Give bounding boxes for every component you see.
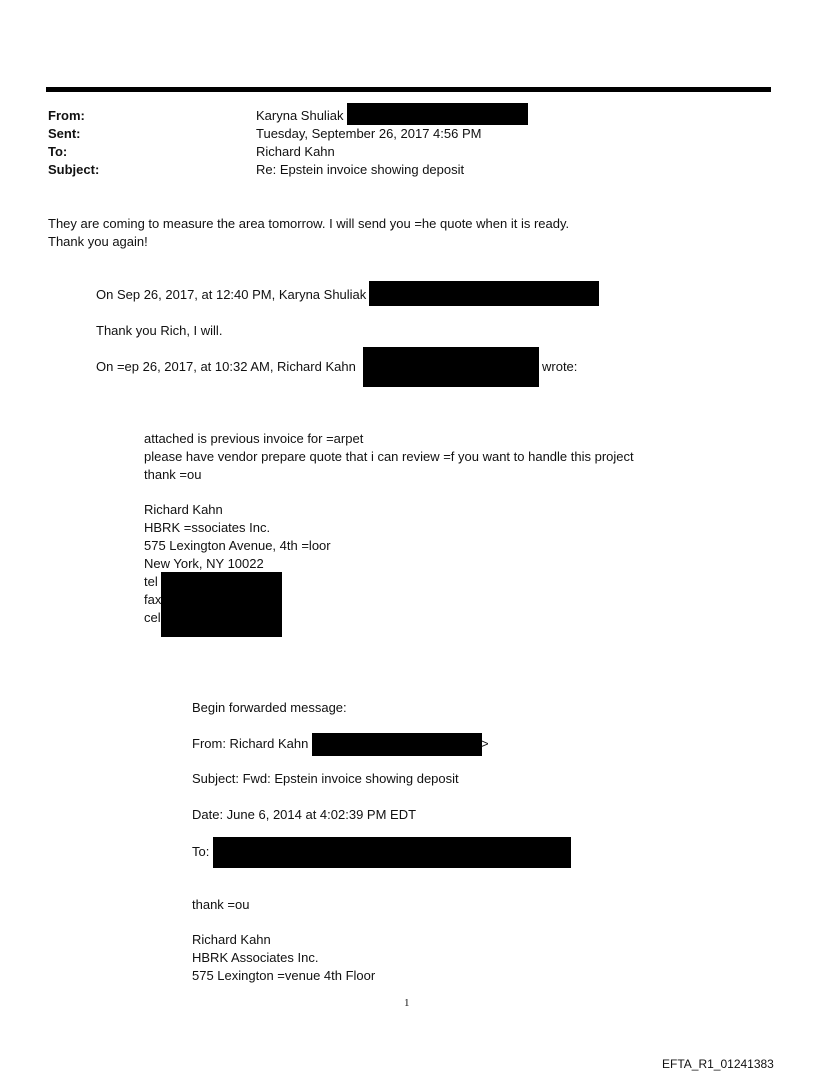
forward-subject: Subject: Fwd: Epstein invoice showing deposit	[192, 771, 459, 786]
signature-line: New York, NY 10022	[144, 556, 264, 571]
redaction-box	[161, 572, 282, 637]
reply1-text: Thank you Rich, I will.	[96, 323, 223, 338]
to-label: To:	[48, 144, 68, 159]
body-line-2: Thank you again!	[48, 234, 148, 249]
signature-line: Richard Kahn	[144, 502, 223, 517]
redaction-box	[213, 837, 571, 868]
reply1-header: On Sep 26, 2017, at 12:40 PM, Karyna Shuliak	[96, 287, 367, 302]
reply2-header: On =ep 26, 2017, at 10:32 AM, Richard Kahn	[96, 359, 356, 374]
reply2-line: thank =ou	[144, 467, 202, 482]
redaction-box	[369, 281, 599, 306]
signature-tel: tel	[144, 574, 158, 589]
reply2-wrote: wrote:	[542, 359, 578, 374]
forward-signature-line: Richard Kahn	[192, 932, 271, 947]
forward-thanks: thank =ou	[192, 897, 250, 912]
from-value: Karyna Shuliak	[256, 108, 344, 123]
reply2-line: please have vendor prepare quote that i can review =f you want to handle this project	[144, 449, 634, 464]
subject-value: Re: Epstein invoice showing deposit	[256, 162, 465, 177]
reply2-line: attached is previous invoice for =arpet	[144, 431, 364, 446]
bates-number: EFTA_R1_01241383	[662, 1057, 774, 1071]
to-value: Richard Kahn	[256, 144, 335, 159]
header-rule	[46, 87, 771, 92]
forward-date: Date: June 6, 2014 at 4:02:39 PM EDT	[192, 807, 417, 822]
sent-label: Sent:	[48, 126, 81, 141]
redaction-box	[312, 733, 482, 756]
forward-begin: Begin forwarded message:	[192, 700, 347, 715]
forward-signature-line: HBRK Associates Inc.	[192, 950, 319, 965]
forward-signature-line: 575 Lexington =venue 4th Floor	[192, 968, 376, 983]
forward-from: From: Richard Kahn	[192, 736, 309, 751]
page-number: 1	[404, 997, 410, 1009]
signature-fax: fax	[144, 592, 162, 607]
forward-to: To:	[192, 844, 210, 859]
signature-cel: cel	[144, 610, 161, 625]
from-label: From:	[48, 108, 85, 123]
redaction-box	[363, 347, 539, 387]
body-line-1: They are coming to measure the area tomorrow. I will send you =he quote when it is ready.	[48, 216, 570, 231]
signature-line: 575 Lexington Avenue, 4th =loor	[144, 538, 331, 553]
redaction-box	[347, 103, 528, 125]
forward-from-suffix: >	[481, 736, 489, 751]
sent-value: Tuesday, September 26, 2017 4:56 PM	[256, 126, 482, 141]
subject-label: Subject:	[48, 162, 100, 177]
signature-line: HBRK =ssociates Inc.	[144, 520, 271, 535]
